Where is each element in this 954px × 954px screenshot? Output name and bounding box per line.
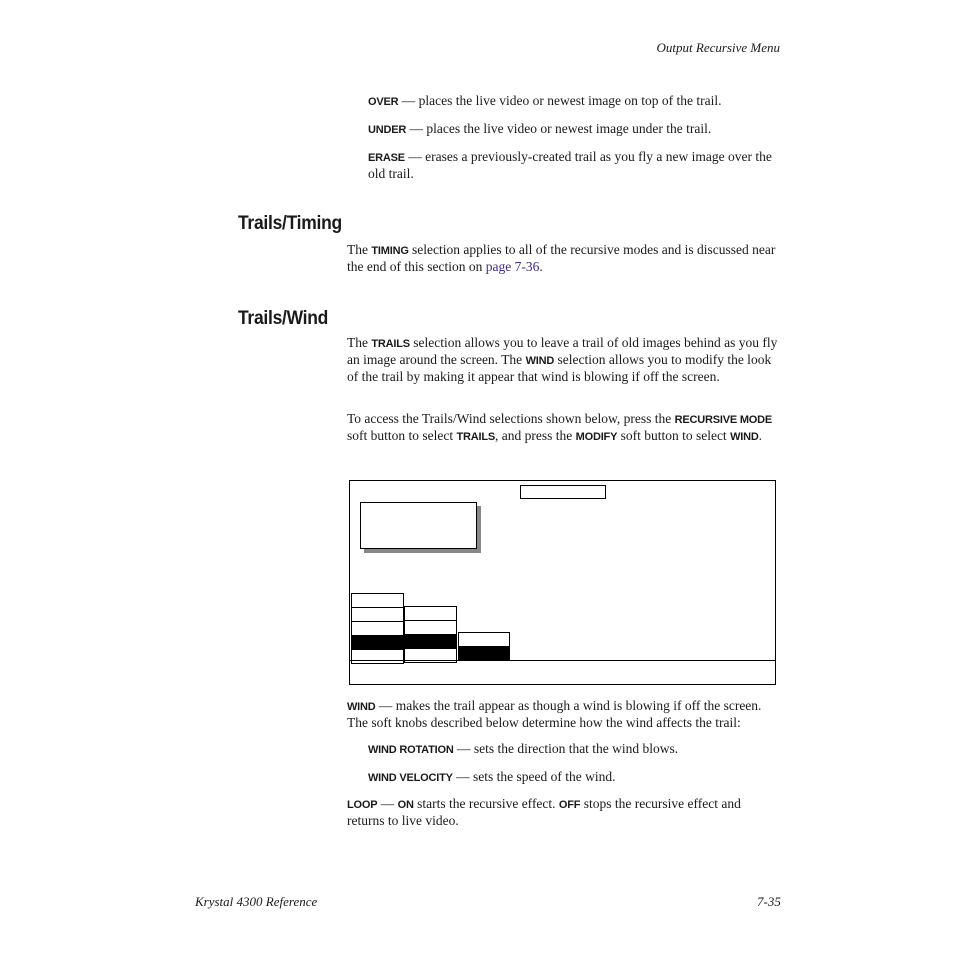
text-run: — makes the trail appear as though a wind is blowing if off the screen. The soft knobs described below determine how the wind affects the trail: [347,698,762,730]
wind-keyword: WIND [347,701,376,713]
text-run: — sets the speed of the wind. [452,769,616,784]
over-description: — places the live video or newest image on top of the trail. [398,93,722,108]
text-run: selection allows you to modify the look of the trail by making it appear that wind is blowing if off the screen. [347,352,772,384]
under-item [368,121,778,138]
text-run: selection applies to all of the recursive modes and is discussed near the end of this section on [347,242,776,274]
recursive-mode-keyword: RECURSIVE MODE [674,414,773,426]
running-header: Output Recursive Menu [656,40,780,55]
soft-button-cell-selected [405,635,456,649]
text-run: — [377,796,398,811]
text-run: stops the recursive effect and returns to live video. [347,796,741,828]
over-item [368,93,778,110]
soft-button-cell-selected [352,636,403,650]
page-link[interactable]: page 7-36 [485,259,540,274]
erase-item [368,149,778,182]
loop-keyword: LOOP [347,799,378,811]
soft-button-cell [405,607,456,621]
wind-description [347,698,783,731]
text-run: selection allows you to leave a trail of old images behind as you fly an image around the screen. The [347,335,778,367]
text-run: starts the recursive effect. [413,796,559,811]
modify-keyword: MODIFY [575,431,618,443]
under-description: — places the live video or newest image under the trail. [406,121,712,136]
text-run: — sets the direction that the wind blows. [453,741,679,756]
section-heading-trails-wind: Trails/Wind [238,308,329,329]
on-keyword: ON [397,799,414,811]
timing-keyword: TIMING [371,245,409,257]
soft-button-column-2 [404,606,457,663]
timing-paragraph [347,242,779,275]
off-keyword: OFF [558,799,581,811]
soft-button-column-3 [458,632,510,661]
wind-keyword: WIND [730,431,759,443]
text-run: The [347,242,372,257]
erase-description: — erases a previously-created trail as you fly a new image over the old trail. [368,149,772,181]
knob-bar [350,660,775,661]
text-run: soft button to select [617,428,731,443]
wind-velocity-keyword: WIND VELOCITY [368,772,453,784]
loop-description [347,796,777,829]
text-run: , and press the [495,428,576,443]
soft-button-cell-selected [459,647,509,660]
footer-manual-title: Krystal 4300 Reference [195,894,318,909]
soft-button-column-1 [351,593,404,664]
section-heading-trails-timing: Trails/Timing [238,213,342,234]
menu-info-box [360,502,477,549]
menu-title-box [520,485,606,499]
text-run: soft button to select [347,428,457,443]
soft-button-cell [352,650,403,663]
wind-keyword: WIND [525,355,555,367]
under-keyword: UNDER [368,124,407,136]
text-run: . [758,428,762,443]
menu-diagram [349,480,776,685]
wind-paragraph-1 [347,335,781,385]
soft-button-cell [352,594,403,608]
wind-velocity-item [368,769,778,786]
text-run: To access the Trails/Wind selections shown below, press the [347,411,675,426]
over-keyword: OVER [368,96,399,108]
wind-paragraph-2 [347,411,781,445]
trails-keyword: TRAILS [371,338,410,350]
wind-rotation-keyword: WIND ROTATION [368,744,454,756]
soft-button-cell [352,608,403,622]
trails-keyword: TRAILS [456,431,496,443]
text-run: . [539,259,543,274]
soft-button-cell [352,622,403,636]
soft-button-cell [405,621,456,635]
text-run: The [347,335,372,350]
wind-rotation-item [368,741,778,758]
soft-button-cell [459,633,509,647]
erase-keyword: ERASE [368,152,405,164]
footer-page-number: 7-35 [757,894,781,909]
